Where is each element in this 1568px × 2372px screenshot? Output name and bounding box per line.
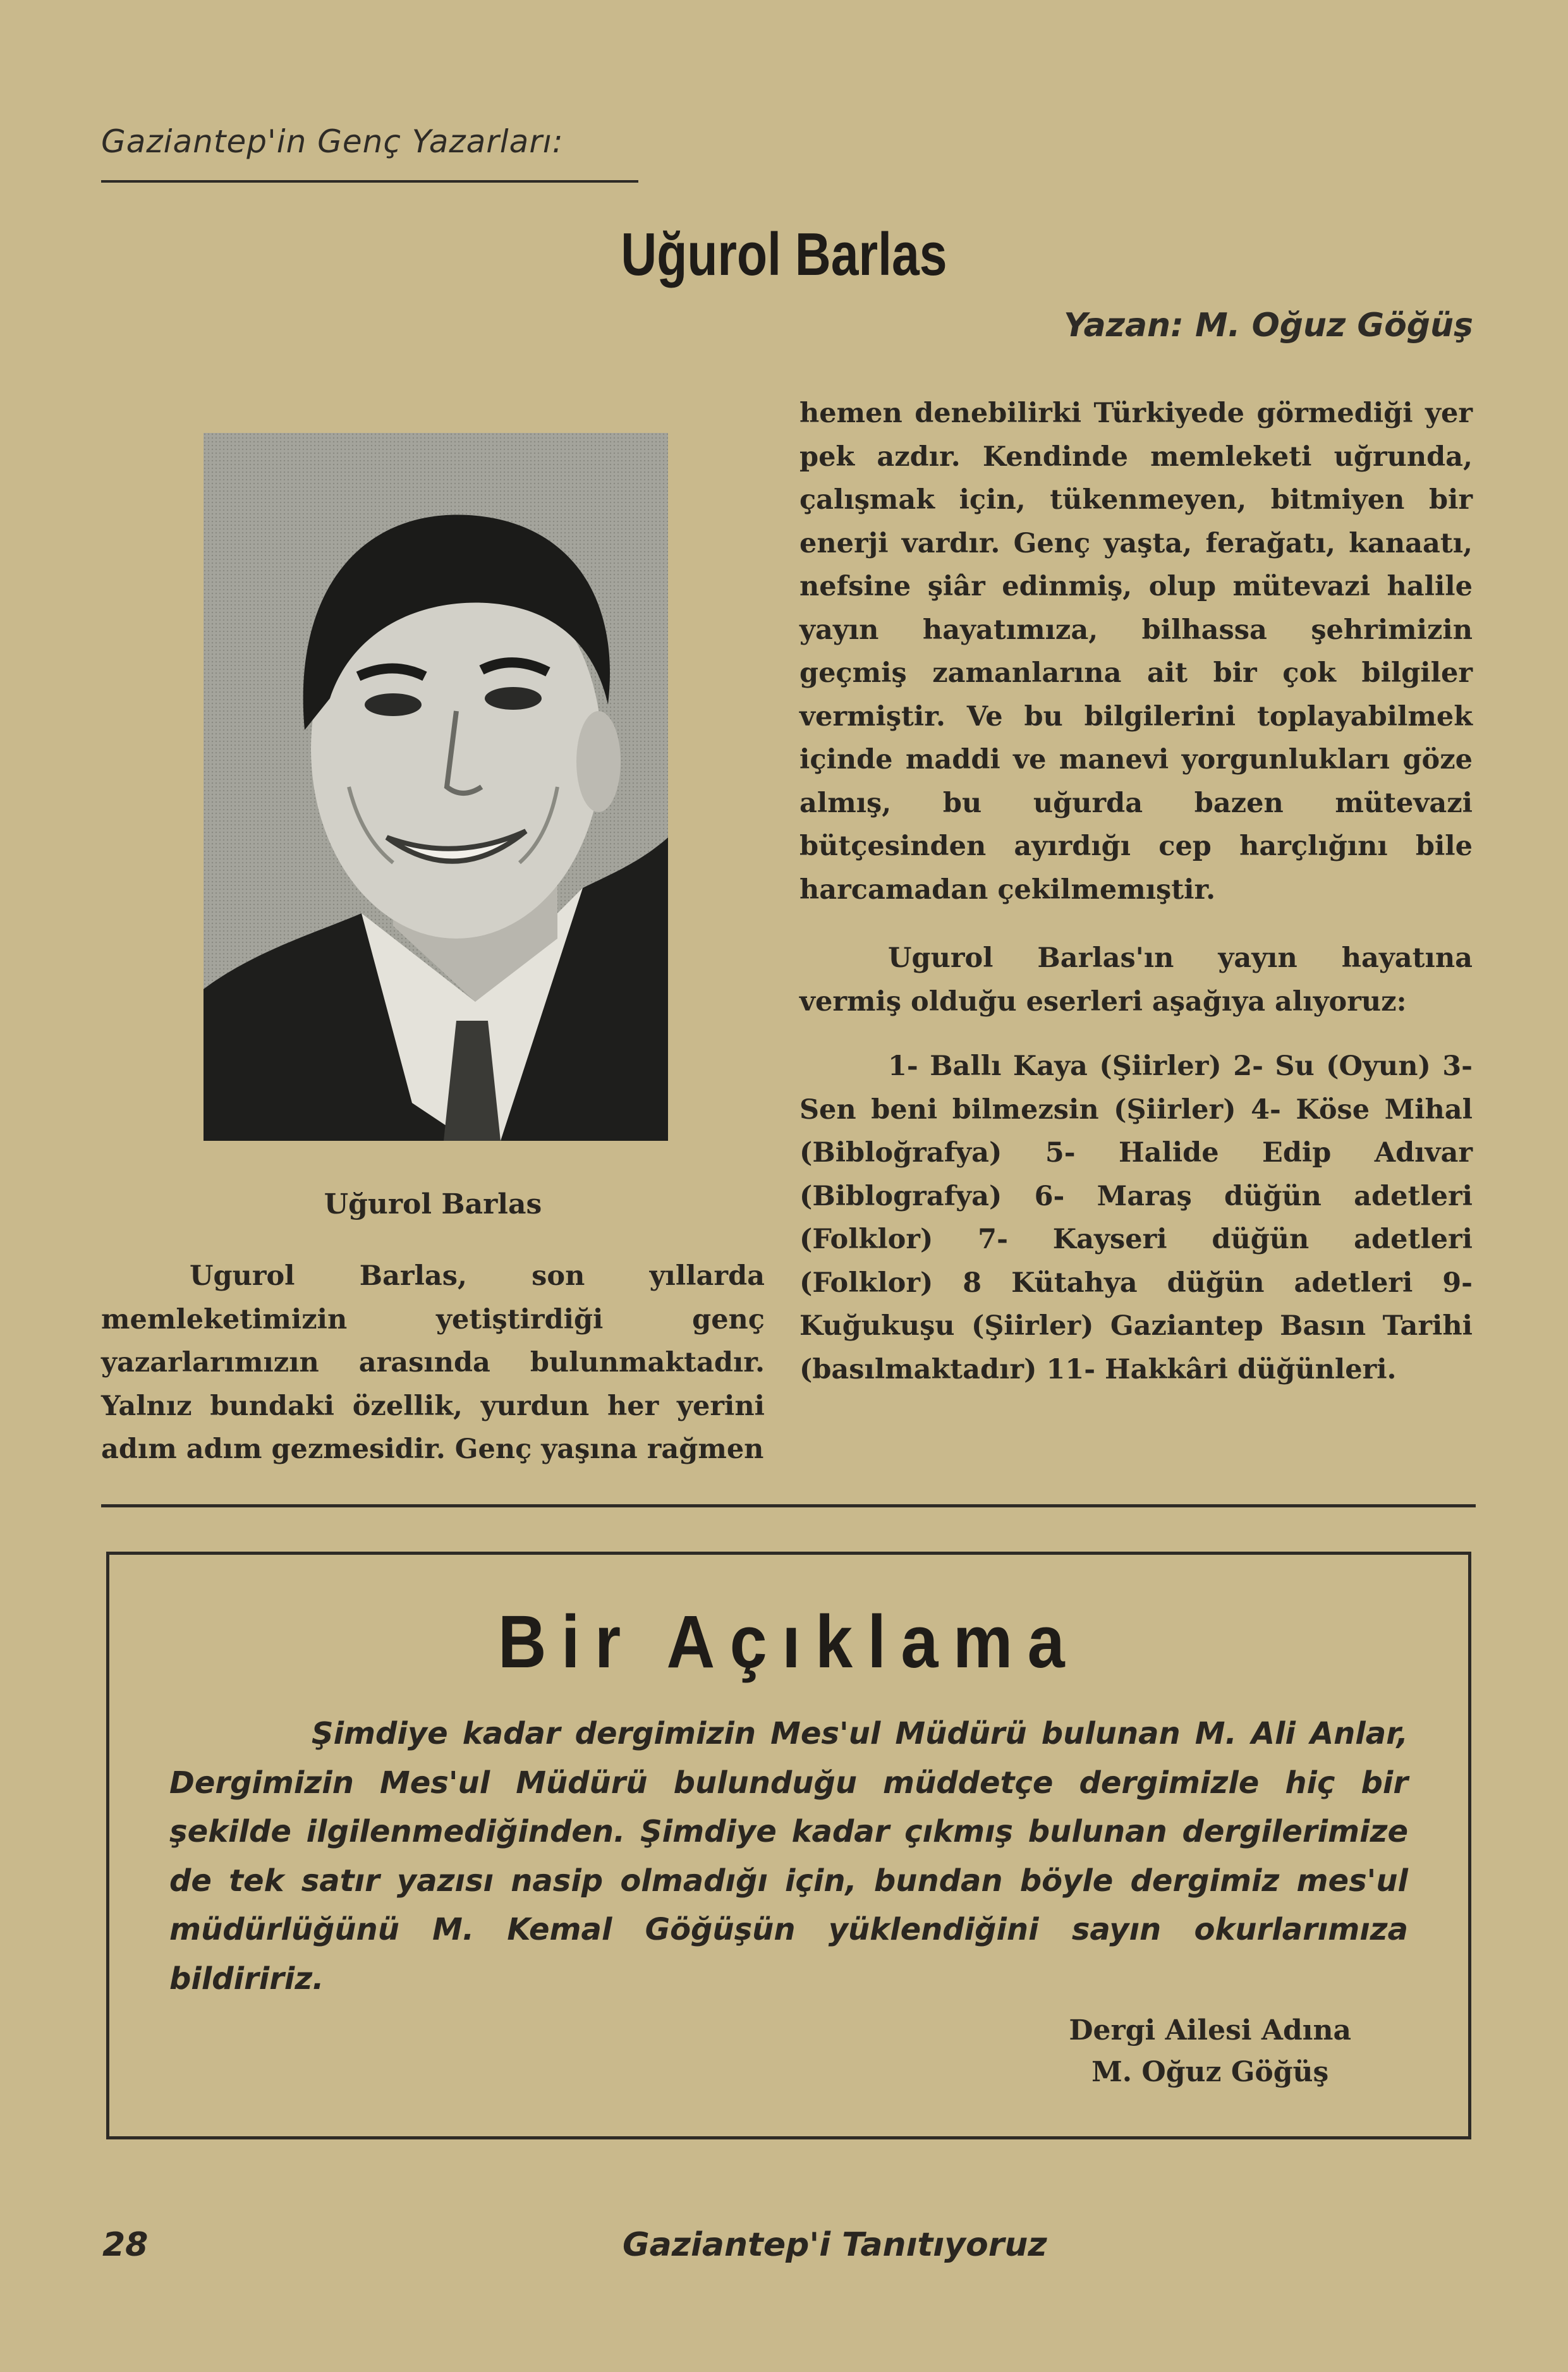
photo-caption: Uğurol Barlas xyxy=(324,1188,542,1220)
notice-text: Şimdiye kadar dergimizin Mes'ul Müdürü bulunan M. Ali Anlar, Dergimizin Mes'ul Müdürü bulunduğu müddetçe dergimizle hiç bir şekilde ilgilenmediğinden. Şimdiye kadar çıkmış bulunan dergilerimize de tek satır yazısı nasip olmadığı için, bundan böyle dergimiz mes'ul müdürlüğünü M. Kemal Göğüşün yüklendiğini sayın okurlarımıza bildiririz. xyxy=(169,1716,1408,1997)
series-heading: Gaziantep'in Genç Yazarları: xyxy=(101,123,564,160)
article-title: Uğurol Barlas xyxy=(621,221,947,288)
article-author: Yazan: M. Oğuz Göğüş xyxy=(1064,307,1473,344)
article-left-column xyxy=(101,1255,765,1471)
works-intro: Ugurol Barlas'ın yayın hayatına vermiş olduğu eserleri aşağıya alıyoruz: xyxy=(799,942,1473,1018)
portrait-photo xyxy=(204,433,668,1141)
notice-title: Bir Açıklama xyxy=(497,1600,1080,1684)
notice-body xyxy=(169,1710,1408,2004)
works-list: 1- Ballı Kaya (Şiirler) 2- Su (Oyun) 3- Sen beni bilmezsin (Şiirler) 4- Köse Mihal (Bibloğrafya) 5- Halide Edip Adıvar (Biblografya) 6- Maraş düğün adetleri (Folklor) 7- Kayseri düğün adetleri (Folklor) 8 Kütahya düğün adetleri 9- Kuğukuşu (Şiirler) Gaziantep Basın Tarihi (basılmaktadır) 11- Hakkâri düğünleri. xyxy=(799,1050,1473,1385)
publication-footer: Gaziantep'i Tanıtıyoruz xyxy=(623,2226,1047,2264)
article-paragraph: Ugurol Barlas, son yıllarda memleketimizin yetiştirdiği genç yazarlarımızın arasında bulunmaktadır. Yalnız bundaki özellik, yurdun her yerini adım adım gezmesidir. Genç yaşına rağmen xyxy=(101,1260,765,1465)
signature-name: M. Oğuz Göğüş xyxy=(1091,2056,1329,2088)
article-paragraph: hemen denebilirki Türkiyede görmediği yer pek azdır. Kendinde memleketi uğrunda, çalışmak için, tükenmeyen, bitmiyen bir enerji vardır. Genç yaşta, ferağatı, kanaatı, nefsine şiâr edinmiş, olup mütevazi halile yayın hayatımıza, bilhassa şehrimizin geçmiş zamanlarına ait bir çok bilgiler vermiştir. Ve bu bilgilerini toplayabilmek içinde maddi ve manevi yorgunlukları göze almış, bu uğurda bazen mütevazi bütçesinden ayırdığı cep harçlığını bile harcamadan çekilmemıştir. xyxy=(799,398,1473,906)
page-number: 28 xyxy=(102,2226,149,2264)
section-divider xyxy=(101,1504,1476,1507)
notice-signature xyxy=(1069,2010,1351,2093)
notice-box xyxy=(106,1552,1471,2139)
series-rule xyxy=(101,180,638,183)
signature-line: Dergi Ailesi Adına xyxy=(1069,2014,1351,2047)
article-right-column xyxy=(799,392,1473,1391)
